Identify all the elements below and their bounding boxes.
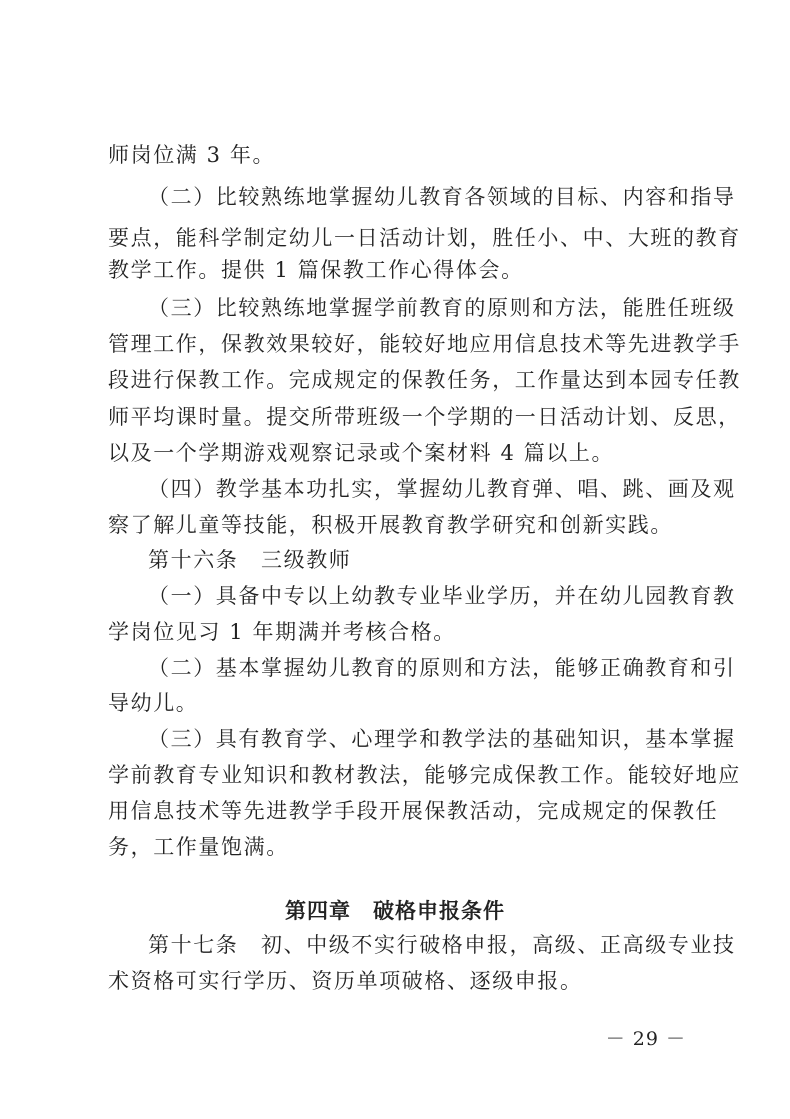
text-line: 师平均课时量。提交所带班级一个学期的一日活动计划、反思， — [108, 405, 741, 429]
page-number: － 29 － — [605, 1028, 686, 1050]
text-line: 教学工作。提供 1 篇保教工作心得体会。 — [108, 258, 524, 282]
text-line: 用信息技术等先进教学手段开展保教活动，完成规定的保教任 — [108, 799, 719, 823]
text-line: （四）教学基本功扎实，掌握幼儿教育弹、唱、跳、画及观 — [148, 477, 736, 501]
text-line: 察了解儿童等技能，积极开展教育教学研究和创新实践。 — [108, 513, 673, 537]
text-line: （二）基本掌握幼儿教育的原则和方法，能够正确教育和引 — [148, 656, 736, 680]
text-line: 以及一个学期游戏观察记录或个案材料 4 篇以上。 — [108, 441, 615, 465]
text-line: 师岗位满 3 年。 — [108, 143, 276, 167]
text-line: （三）具有教育学、心理学和教学法的基础知识，基本掌握 — [148, 727, 736, 751]
text-line: （三）比较熟练地掌握学前教育的原则和方法，能胜任班级 — [148, 296, 736, 320]
text-line: 要点，能科学制定幼儿一日活动计划，胜任小、中、大班的教育 — [108, 226, 741, 250]
text-line: （二）比较熟练地掌握幼儿教育各领域的目标、内容和指导 — [148, 185, 736, 209]
chapter-heading: 第四章 破格申报条件 — [285, 899, 505, 923]
text-line: 第十七条 初、中级不实行破格申报，高级、正高级专业技 — [148, 933, 736, 957]
text-line: 学岗位见习 1 年期满并考核合格。 — [108, 620, 456, 644]
text-line: 学前教育专业知识和教材教法，能够完成保教工作。能较好地应 — [108, 763, 741, 787]
text-line: 术资格可实行学历、资历单项破格、逐级申报。 — [108, 969, 583, 993]
text-line: 务，工作量饱满。 — [108, 835, 289, 859]
text-line: 导幼儿。 — [108, 691, 199, 715]
article-heading: 第十六条 三级教师 — [148, 548, 352, 572]
text-line: （一）具备中专以上幼教专业毕业学历，并在幼儿园教育教 — [148, 584, 736, 608]
text-line: 段进行保教工作。完成规定的保教任务，工作量达到本园专任教 — [108, 368, 741, 392]
text-line: 管理工作，保教效果较好，能较好地应用信息技术等先进教学手 — [108, 332, 741, 356]
